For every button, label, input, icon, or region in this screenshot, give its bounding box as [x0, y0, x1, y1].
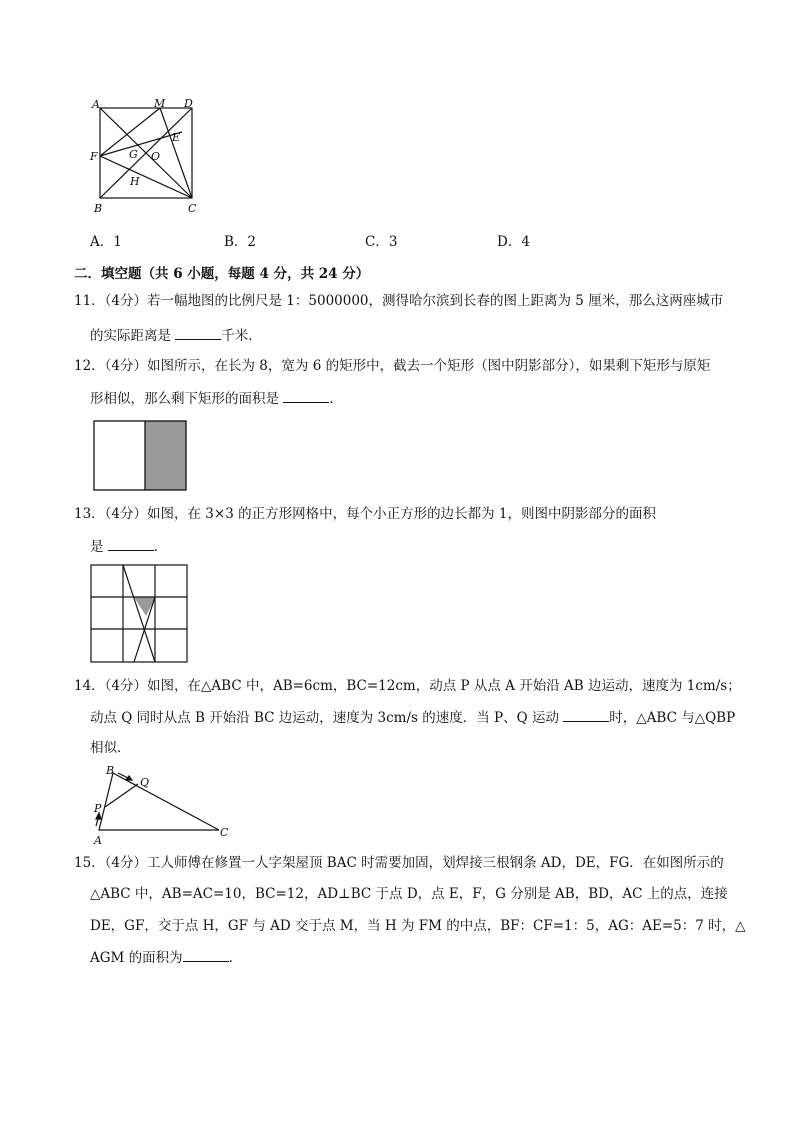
label-A-q14: A	[94, 834, 102, 846]
q14-line2: 动点 Q 同时从点 B 开始沿 BC 边运动，速度为 3cm/s 的速度．当 P、Q 运动 时，△ABC 与△QBP	[90, 707, 735, 728]
q12-line2: 形相似，那么剩下矩形的面积是 ．	[90, 388, 343, 409]
figure-q12-rectangle	[93, 420, 188, 492]
label-Q-q14: Q	[140, 776, 150, 789]
q14-answer-blank[interactable]	[563, 707, 609, 722]
q11-line2: 的实际距离是 千米．	[90, 325, 262, 346]
q13-line2: 是 ．	[90, 536, 167, 557]
q13-answer-blank[interactable]	[108, 536, 154, 551]
figure-q10-square	[88, 98, 208, 218]
label-H: H	[130, 175, 140, 188]
label-D: D	[184, 98, 193, 110]
q15-answer-blank[interactable]	[183, 947, 229, 962]
q11-line1: 11．（4分）若一幅地图的比例尺是 1：5000000，测得哈尔滨到长春的图上距离为 5 厘米，那么这两座城市	[74, 293, 724, 309]
label-E: E	[172, 131, 181, 144]
q14-line1: 14．（4分）如图，在△ABC 中，AB=6cm，BC=12cm，动点 P 从点 A 开始沿 AB 边运动，速度为 1cm/s；	[74, 678, 741, 694]
q13-line1: 13．（4分）如图，在 3×3 的正方形网格中，每个小正方形的边长都为 1，则图中阴影部分的面积	[74, 506, 656, 522]
q11-answer-blank[interactable]	[175, 325, 221, 340]
q15-line2: △ABC 中，AB=AC=10，BC=12，AD⊥BC 于点 D，点 E，F，G 分别是 AB，BD，AC 上的点，连接	[90, 886, 728, 902]
option-c: C．3	[365, 234, 398, 250]
label-M: M	[154, 98, 166, 110]
option-a: A．1	[90, 234, 122, 250]
q12-line1: 12．（4分）如图所示，在长为 8，宽为 6 的矩形中，截去一个矩形（图中阴影部分），如果剩下矩形与原矩	[74, 358, 711, 374]
option-d: D．4	[497, 234, 530, 250]
q15-line1: 15．（4分）工人师傅在修置一人字架屋顶 BAC 时需要加固，划焊接三根钢条 AD，DE，FG．在如图所示的	[74, 855, 724, 871]
q15-line3: DE，GF，交于点 H，GF 与 AD 交于点 M，当 H 为 FM 的中点，BF：CF=1：5，AG：AE=5：7 时，△	[90, 918, 746, 934]
q14-line3: 相似．	[90, 740, 131, 756]
label-B-q14: B	[106, 764, 115, 777]
label-G: G	[129, 148, 138, 161]
q12-answer-blank[interactable]	[283, 388, 329, 403]
label-C-q14: C	[220, 826, 229, 839]
label-A: A	[92, 98, 100, 111]
label-P-q14: P	[94, 802, 102, 815]
q15-line4: AGM 的面积为 ．	[90, 947, 242, 968]
label-O: O	[151, 150, 161, 163]
option-b: B．2	[224, 234, 257, 250]
figure-q14-triangle	[86, 764, 236, 846]
label-F: F	[90, 150, 98, 163]
section-title: 二．填空题（共 6 小题，每题 4 分，共 24 分）	[74, 266, 370, 282]
label-C: C	[188, 202, 197, 215]
shaded-rectangle	[145, 421, 186, 490]
label-B: B	[94, 202, 103, 215]
figure-q13-grid	[90, 564, 190, 664]
